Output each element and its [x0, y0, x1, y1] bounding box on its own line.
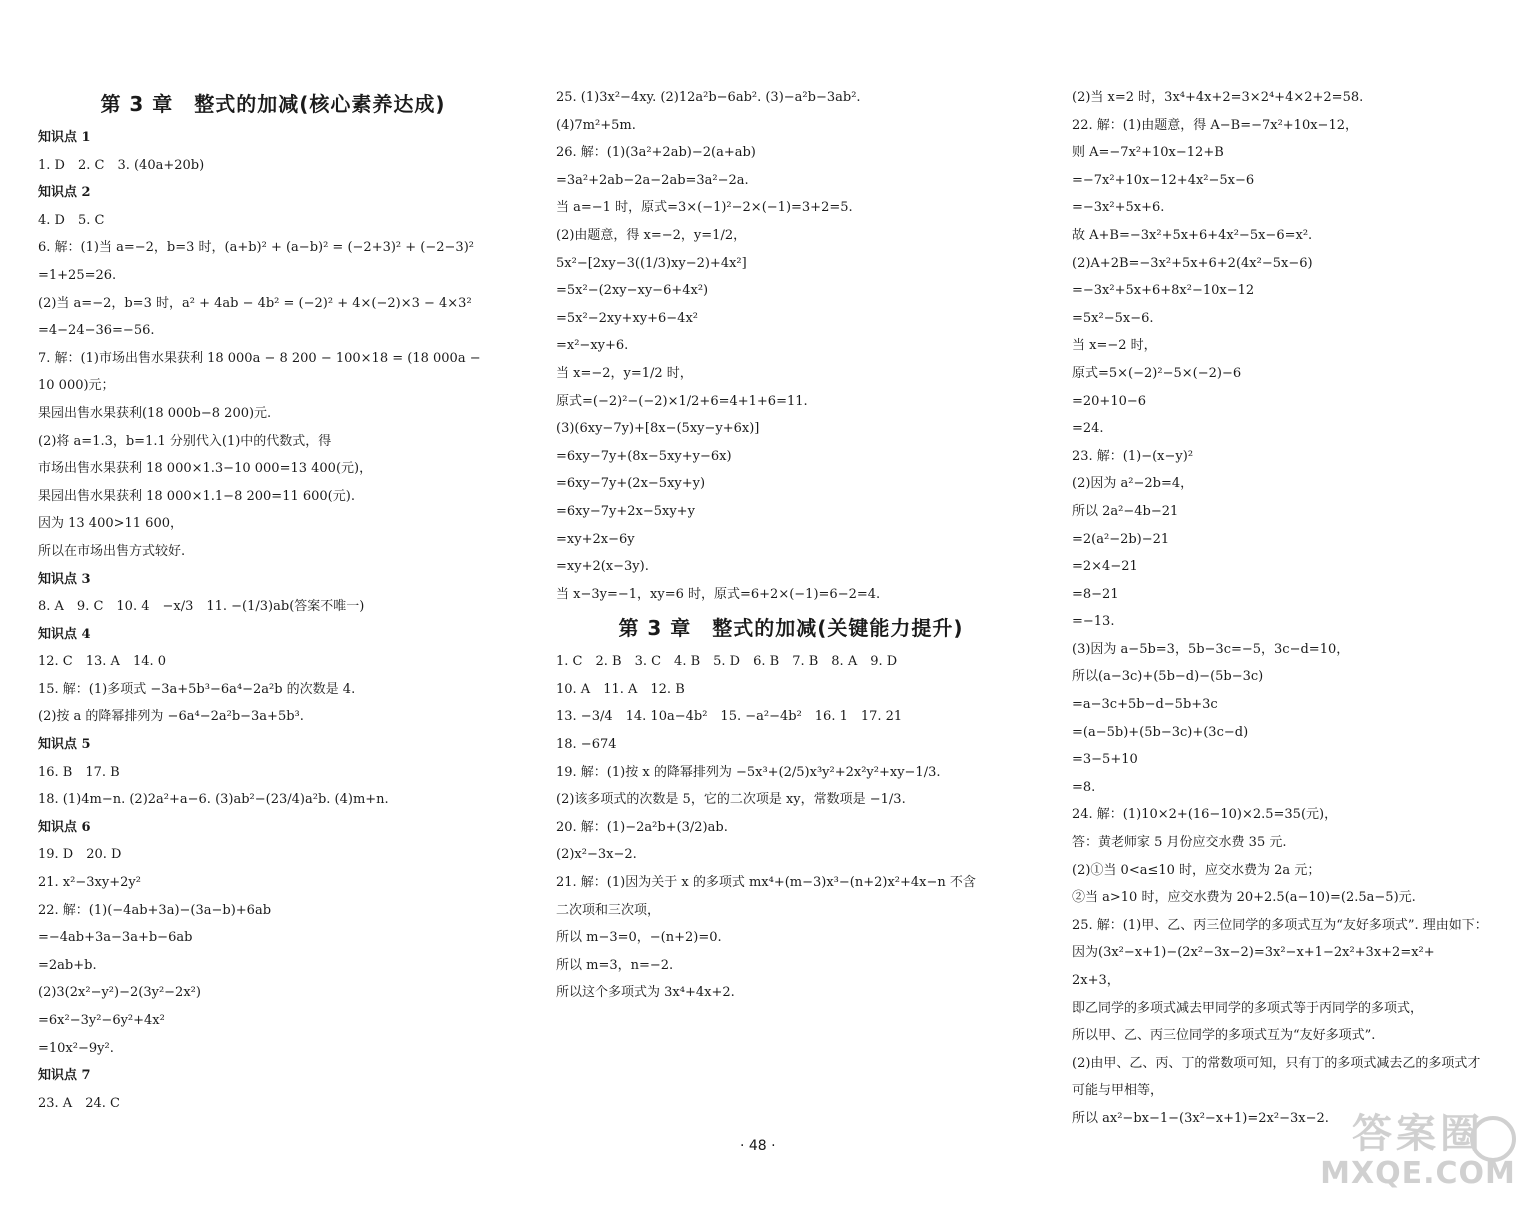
answer-line: =x²−xy+6.	[556, 338, 629, 354]
answer-line: 知识点 2	[38, 185, 91, 201]
answer-line: =6xy−7y+(2x−5xy+y)	[556, 476, 706, 492]
column-right	[1072, 84, 1532, 1133]
answer-line: 7. 解：(1)市场出售水果获利 18 000a − 8 200 − 100×18 = (18 000a −	[38, 350, 481, 366]
answer-line: =5x²−(2xy−xy−6+4x²)	[556, 283, 709, 299]
answer-line: =20+10−6	[1072, 393, 1147, 409]
answer-line: (2)当 a=−2，b=3 时，a² + 4ab − 4b² = (−2)² + 4×(−2)×3 − 4×3²	[38, 295, 472, 311]
watermark-text-cn: 答案圈	[1352, 1111, 1484, 1157]
watermark-badge-icon	[1470, 1116, 1516, 1162]
answer-line: (2)x²−3x−2.	[556, 847, 637, 863]
answer-line: 知识点 6	[38, 819, 91, 835]
answer-line: 22. 解：(1)(−4ab+3a)−(3a−b)+6ab	[38, 902, 272, 918]
answer-line: 所以 m−3=0，−(n+2)=0.	[556, 930, 722, 946]
answer-line: 因为(3x²−x+1)−(2x²−3x−2)=3x²−x+1−2x²+3x+2=x²+	[1072, 945, 1435, 961]
chapter-title-core: 第 3 章 整式的加减(核心素养达成)	[100, 92, 446, 116]
page-number: · 48 ·	[740, 1138, 776, 1154]
answer-line: =a−3c+5b−d−5b+3c	[1072, 697, 1218, 713]
answer-line: 23. A 24. C	[38, 1095, 120, 1111]
answer-line: =−13.	[1072, 614, 1115, 630]
answer-line: =xy+2(x−3y).	[556, 559, 649, 575]
answer-line: 果园出售水果获利 18 000×1.1−8 200=11 600(元).	[38, 488, 355, 504]
answer-line: 4. D 5. C	[38, 212, 105, 228]
answer-line: 19. 解：(1)按 x 的降幂排列为 −5x³+(2/5)x³y²+2x²y²+xy−1/3.	[556, 764, 941, 780]
answer-line: =−3x²+5x+6+8x²−10x−12	[1072, 283, 1255, 299]
answer-line: =(a−5b)+(5b−3c)+(3c−d)	[1072, 724, 1249, 740]
answer-line: =−3x²+5x+6.	[1072, 200, 1165, 216]
answer-line: =xy+2x−6y	[556, 531, 635, 547]
answer-line: 18. −674	[556, 737, 617, 753]
answer-line: 15. 解：(1)多项式 −3a+5b³−6a⁴−2a²b 的次数是 4.	[38, 681, 356, 697]
answer-line: 因为 13 400>11 600，	[38, 516, 183, 532]
answer-line: =2(a²−2b)−21	[1072, 531, 1170, 547]
answer-line: 21. 解：(1)因为关于 x 的多项式 mx⁴+(m−3)x³−(n+2)x²+4x−n 不含	[556, 875, 976, 891]
answer-line: (3)(6xy−7y)+[8x−(5xy−y+6x)]	[556, 421, 760, 437]
answer-line: =6xy−7y+2x−5xy+y	[556, 503, 695, 519]
answer-line: 原式=5×(−2)²−5×(−2)−6	[1072, 365, 1242, 381]
answer-line: (4)7m²+5m.	[556, 117, 636, 133]
chapter-title-key-ability: 第 3 章 整式的加减(关键能力提升)	[618, 616, 964, 641]
watermark-text-url: MXQE.COM	[1320, 1156, 1516, 1191]
answer-line: 5x²−[2xy−3((1/3)xy−2)+4x²]	[556, 255, 747, 271]
answer-line: (2)由题意，得 x=−2，y=1/2，	[556, 227, 747, 243]
answer-line: 21. x²−3xy+2y²	[38, 875, 141, 891]
answer-line: 当 a=−1 时，原式=3×(−1)²−2×(−1)=3+2=5.	[556, 200, 853, 216]
answer-line: 22. 解：(1)由题意，得 A−B=−7x²+10x−12，	[1072, 117, 1358, 133]
answer-line: 市场出售水果获利 18 000×1.3−10 000=13 400(元)，	[38, 461, 373, 477]
answer-line: =5x²−2xy+xy+6−4x²	[556, 310, 698, 326]
answer-lines-middle-bottom	[556, 648, 1026, 1007]
answer-line: =2ab+b.	[38, 957, 97, 973]
answer-line: 20. 解：(1)−2a²b+(3/2)ab.	[556, 819, 728, 835]
answer-line: 当 x=−2 时，	[1072, 338, 1157, 354]
answer-line: 当 x=−2，y=1/2 时，	[556, 365, 693, 381]
answer-line: =2×4−21	[1072, 559, 1138, 575]
answer-line: =3a²+2ab−2a−2ab=3a²−2a.	[556, 172, 749, 188]
answer-line: 则 A=−7x²+10x−12+B	[1072, 145, 1224, 161]
answer-line: =−4ab+3a−3a+b−6ab	[38, 930, 193, 946]
answer-line: 答：黄老师家 5 月份应交水费 35 元.	[1072, 835, 1287, 851]
answer-line: =6xy−7y+(8x−5xy+y−6x)	[556, 448, 732, 464]
answer-line: ②当 a>10 时，应交水费为 20+2.5(a−10)=(2.5a−5)元.	[1072, 890, 1416, 906]
answer-line: =10x²−9y².	[38, 1040, 114, 1056]
answer-line: (2)该多项式的次数是 5，它的二次项是 xy，常数项是 −1/3.	[556, 792, 906, 808]
answer-line: 故 A+B=−3x²+5x+6+4x²−5x−6=x².	[1072, 227, 1313, 243]
answer-line: (2)按 a 的降幂排列为 −6a⁴−2a²b−3a+5b³.	[38, 709, 304, 725]
answer-line: (2)由甲、乙、丙、丁的常数项可知，只有丁的多项式减去乙的多项式才	[1072, 1055, 1481, 1071]
answer-line: (2)因为 a²−2b=4，	[1072, 476, 1194, 492]
answer-line: 知识点 4	[38, 626, 91, 642]
answer-line: 13. −3/4 14. 10a−4b² 15. −a²−4b² 16. 1 17. 21	[556, 709, 903, 725]
answer-line: 所以在市场出售方式较好.	[38, 543, 186, 559]
answer-line: 所以 m=3，n=−2.	[556, 957, 674, 973]
answer-line: =8.	[1072, 779, 1096, 795]
answer-line: 1. D 2. C 3. (40a+20b)	[38, 157, 205, 173]
answer-line: 所以(a−3c)+(5b−d)−(5b−3c)	[1072, 669, 1264, 685]
answer-line: 26. 解：(1)(3a²+2ab)−2(a+ab)	[556, 145, 756, 161]
answer-line: 原式=(−2)²−(−2)×1/2+6=4+1+6=11.	[556, 393, 808, 409]
answer-line: 当 x−3y=−1，xy=6 时，原式=6+2×(−1)=6−2=4.	[556, 586, 881, 602]
answer-line: 所以 2a²−4b−21	[1072, 503, 1179, 519]
answer-line: (2)将 a=1.3，b=1.1 分别代入(1)中的代数式，得	[38, 433, 332, 449]
answer-line: (3)因为 a−5b=3，5b−3c=−5，3c−d=10，	[1072, 641, 1350, 657]
answer-line: 果园出售水果获利(18 000b−8 200)元.	[38, 405, 272, 421]
answer-line: 2x+3，	[1072, 973, 1120, 988]
answer-line: (2)3(2x²−y²)−2(3y²−2x²)	[38, 985, 201, 1001]
column-left	[38, 84, 508, 1117]
answer-line: 知识点 1	[38, 130, 91, 145]
answer-line: 10 000)元；	[38, 378, 115, 394]
answer-lines-right	[1072, 84, 1532, 1133]
answer-line: =1+25=26.	[38, 267, 117, 283]
answer-line: =24.	[1072, 421, 1104, 437]
answer-line: 二次项和三次项，	[556, 902, 661, 918]
answer-line: 6. 解：(1)当 a=−2，b=3 时，(a+b)² + (a−b)² = (−2+3)² + (−2−3)²	[38, 240, 474, 256]
answer-line: (2)①当 0<a≤10 时，应交水费为 2a 元；	[1072, 862, 1321, 878]
answer-line: 可能与甲相等，	[1072, 1083, 1164, 1099]
answer-line: 所以 ax²−bx−1−(3x²−x+1)=2x²−3x−2.	[1072, 1110, 1329, 1126]
answer-line: 25. 解：(1)甲、乙、丙三位同学的多项式互为“友好多项式”. 理由如下：	[1072, 917, 1488, 933]
answer-lines-middle-top	[556, 84, 1026, 608]
answer-line: 即乙同学的多项式减去甲同学的多项式等于丙同学的多项式，	[1072, 1000, 1424, 1016]
answer-line: =8−21	[1072, 586, 1119, 602]
answer-line: 12. C 13. A 14. 0	[38, 654, 167, 670]
answer-lines-left	[38, 124, 508, 1117]
answer-line: 知识点 5	[38, 737, 91, 753]
column-middle	[556, 84, 1026, 1007]
answer-line: =3−5+10	[1072, 752, 1138, 768]
answer-line: 10. A 11. A 12. B	[556, 681, 685, 697]
answer-line: =5x²−5x−6.	[1072, 310, 1154, 326]
answer-line: 8. A 9. C 10. 4 −x/3 11. −(1/3)ab(答案不唯一)	[38, 599, 365, 615]
answer-line: 24. 解：(1)10×2+(16−10)×2.5=35(元)，	[1072, 807, 1338, 823]
answer-line: 23. 解：(1)−(x−y)²	[1072, 448, 1194, 464]
answer-line: =−7x²+10x−12+4x²−5x−6	[1072, 172, 1255, 188]
answer-line: 所以甲、乙、丙三位同学的多项式互为“友好多项式”.	[1072, 1028, 1376, 1044]
answer-line: 所以这个多项式为 3x⁴+4x+2.	[556, 985, 735, 1001]
answer-line: (2)A+2B=−3x²+5x+6+2(4x²−5x−6)	[1072, 255, 1313, 271]
answer-line: =6x²−3y²−6y²+4x²	[38, 1013, 165, 1028]
answer-line: =4−24−36=−56.	[38, 323, 155, 339]
answer-line: 19. D 20. D	[38, 847, 122, 863]
answer-line: 16. B 17. B	[38, 764, 120, 780]
watermark-logo	[1308, 1110, 1528, 1200]
answer-line: 知识点 3	[38, 571, 91, 587]
answer-line: (2)当 x=2 时，3x⁴+4x+2=3×2⁴+4×2+2=58.	[1072, 90, 1364, 105]
answer-line: 1. C 2. B 3. C 4. B 5. D 6. B 7. B 8. A 9. D	[556, 654, 898, 670]
answer-line: 18. (1)4m−n. (2)2a²+a−6. (3)ab²−(23/4)a²b. (4)m+n.	[38, 792, 389, 808]
answer-line: 知识点 7	[38, 1068, 91, 1084]
answer-line: 25. (1)3x²−4xy. (2)12a²b−6ab². (3)−a²b−3ab².	[556, 90, 861, 105]
